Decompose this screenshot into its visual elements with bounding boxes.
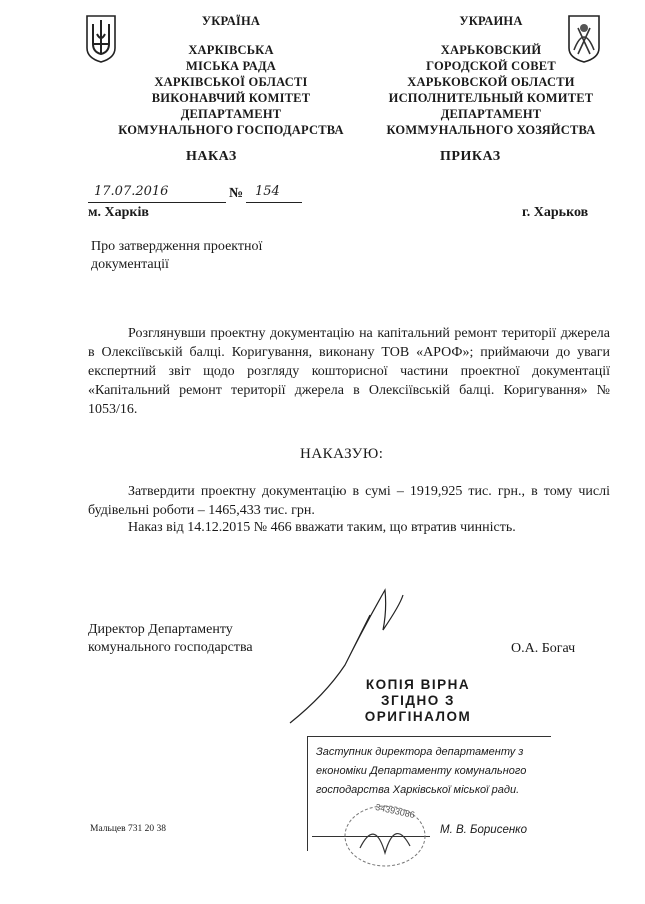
date-underline [88,202,226,203]
copy-stamp-line: ОРИГІНАЛОМ [364,709,472,724]
city-uk: м. Харків [88,205,149,220]
copy-stamp-line: ЗГІДНО З [381,693,455,708]
city-ru: г. Харьков [522,205,589,220]
order-word: НАКАЗУЮ: [300,446,384,462]
executor-note: Мальцев 731 20 38 [90,824,166,834]
header-left-line: ХАРКІВСЬКОЇ ОБЛАСТІ [154,75,308,89]
header-right-line: КОММУНАЛЬНОГО ХОЗЯЙСТВА [386,123,596,137]
header-right-line: ХАРЬКОВСКОЙ ОБЛАСТИ [407,75,575,89]
header-right-line: ДЕПАРТАМЕНТ [440,107,542,121]
header-right-line: ГОРОДСКОЙ СОВЕТ [426,59,556,73]
certification-line: господарства Харківської міської ради. [316,784,520,796]
country-uk: УКРАЇНА [201,14,261,28]
doc-type-uk: НАКАЗ [186,149,237,164]
order-number: 154 [255,184,280,199]
header-left-line: ВИКОНАВЧИЙ КОМІТЕТ [151,91,311,105]
signatory-title-line: Директор Департаменту [88,622,233,637]
signatory-title-line: комунального господарства [88,640,253,655]
copy-stamp [358,677,478,725]
order-subject [91,238,262,274]
country-ru: УКРАИНА [459,14,523,28]
subject-line: документації [91,257,169,272]
certification-name: М. В. Борисенко [440,824,528,836]
preamble-paragraph: Розглянувши проектну документацію на капітальний ремонт території джерела в Олексіївській балці. Коригування, виконану ТОВ «АРОФ»; приймаючи до уваги експертний звіт щодо розгляду кошторисної частини проектної документації «Капітальний ремонт території джерела в Олексіївській балці. Коригування» № 1053/16. [88,326,610,417]
header-right-line: ИСПОЛНИТЕЛЬНЫЙ КОМИТЕТ [388,91,594,105]
header-left-line: ДЕПАРТАМЕНТ [180,107,282,121]
certification-line: Заступник директора департаменту з [316,746,524,758]
doc-type-ru: ПРИКАЗ [440,149,501,164]
order-item: Затвердити проектну документацію в сумі – 1919,925 тис. грн., в тому числі будівельні роботи – 1465,433 тис. грн. [88,484,610,518]
header-left-line: КОМУНАЛЬНОГО ГОСПОДАРСТВА [118,123,344,137]
header-right-line: ХАРЬКОВСКИЙ [440,43,542,57]
number-sign: № [229,186,244,201]
subject-line: Про затвердження проектної [91,239,263,254]
order-date: 17.07.2016 [94,184,169,199]
seal-digits: 34393086 [374,801,416,821]
header-right [360,13,622,138]
certification-line: економіки Департаменту комунального [316,765,527,777]
order-item: Наказ від 14.12.2015 № 466 вважати таким, що втратив чинність. [128,520,516,535]
signatory-name: О.А. Богач [511,641,576,656]
header-left-line: ХАРКІВСЬКА [188,43,274,57]
signatory-title [88,621,253,657]
header-left [100,13,362,138]
header-left-line: МІСЬКА РАДА [185,59,277,73]
copy-stamp-line: КОПІЯ ВІРНА [365,677,471,692]
number-underline [246,202,302,203]
